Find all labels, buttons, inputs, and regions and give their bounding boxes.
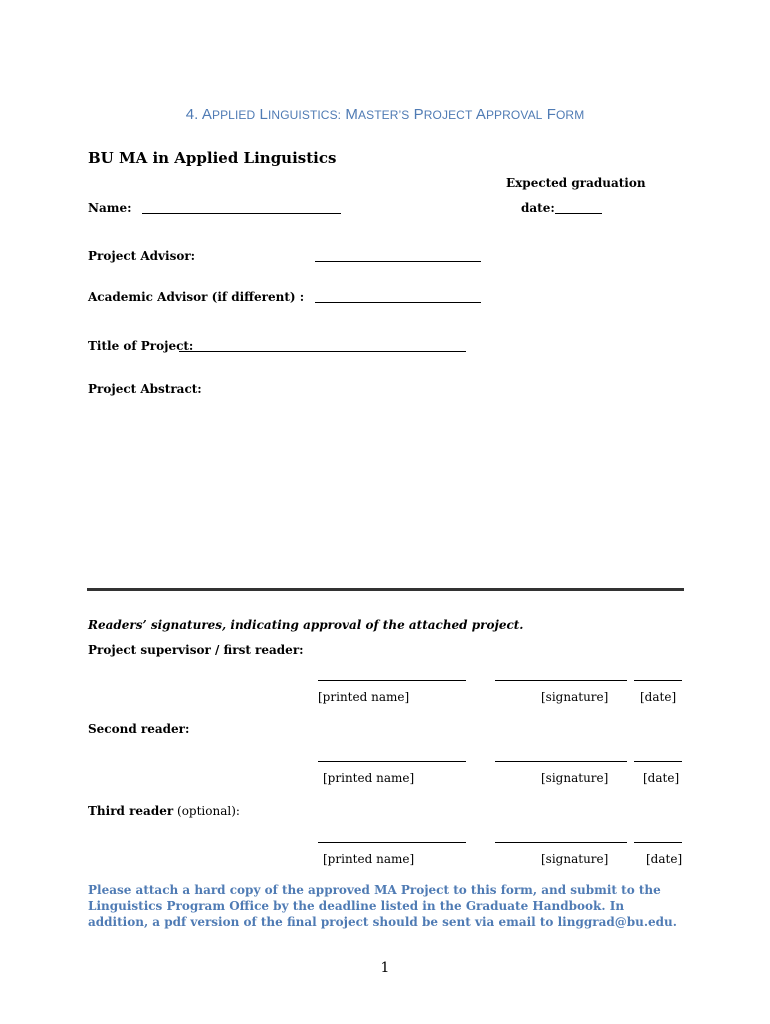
third-reader-date-field[interactable] [634,842,682,843]
expected-graduation-label: Expected graduation [506,176,646,190]
second-reader-signature-field[interactable] [495,761,627,762]
project-abstract-area[interactable] [88,400,684,580]
project-advisor-label: Project Advisor: [88,249,196,263]
third-reader-signature-field[interactable] [495,842,627,843]
second-reader-printed-name-caption: [printed name] [323,771,415,785]
first-reader-name-field[interactable] [318,680,466,681]
second-reader-label: Second reader: [88,722,190,736]
first-reader-signature-field[interactable] [495,680,627,681]
second-reader-name-field[interactable] [318,761,466,762]
readers-intro: Readers’ signatures, indicating approval of the attached project. [88,618,524,632]
title-number: 4. [185,106,199,123]
title-of-project-label: Title of Project: [88,339,194,353]
page-number: 1 [380,960,390,976]
form-subtitle: BU MA in Applied Linguistics [88,149,337,167]
name-label: Name: [88,201,132,215]
academic-advisor-field[interactable] [315,302,481,303]
third-reader-date-caption: [date] [646,852,683,866]
first-reader-date-caption: [date] [640,690,677,704]
date-label: date: [521,201,555,215]
name-field[interactable] [142,213,341,214]
second-reader-signature-caption: [signature] [541,771,609,785]
third-reader-name-field[interactable] [318,842,466,843]
graduation-date-field[interactable] [555,213,602,214]
title-of-project-field[interactable] [179,351,466,352]
first-reader-printed-name-caption: [printed name] [318,690,410,704]
first-reader-signature-caption: [signature] [541,690,609,704]
academic-advisor-label: Academic Advisor (if different) : [88,290,305,304]
third-reader-label: Third reader (optional): [88,804,240,818]
section-divider [87,588,684,591]
third-reader-printed-name-caption: [printed name] [323,852,415,866]
second-reader-date-caption: [date] [643,771,680,785]
project-advisor-field[interactable] [315,261,481,262]
submission-note: Please attach a hard copy of the approved MA Project to this form, and submit to the Linguistics Program Office by the deadline listed in the Graduate Handbook. In addition, a pdf version of the final project should be sent via email to linggrad@bu.edu. [88,883,677,929]
third-reader-signature-caption: [signature] [541,852,609,866]
project-abstract-label: Project Abstract: [88,382,202,396]
second-reader-date-field[interactable] [634,761,682,762]
first-reader-label: Project supervisor / first reader: [88,643,304,657]
page-title: 4. APPLIED LINGUISTICS: MASTER’S PROJECT APPROVAL FORM [185,106,585,123]
first-reader-date-field[interactable] [634,680,682,681]
